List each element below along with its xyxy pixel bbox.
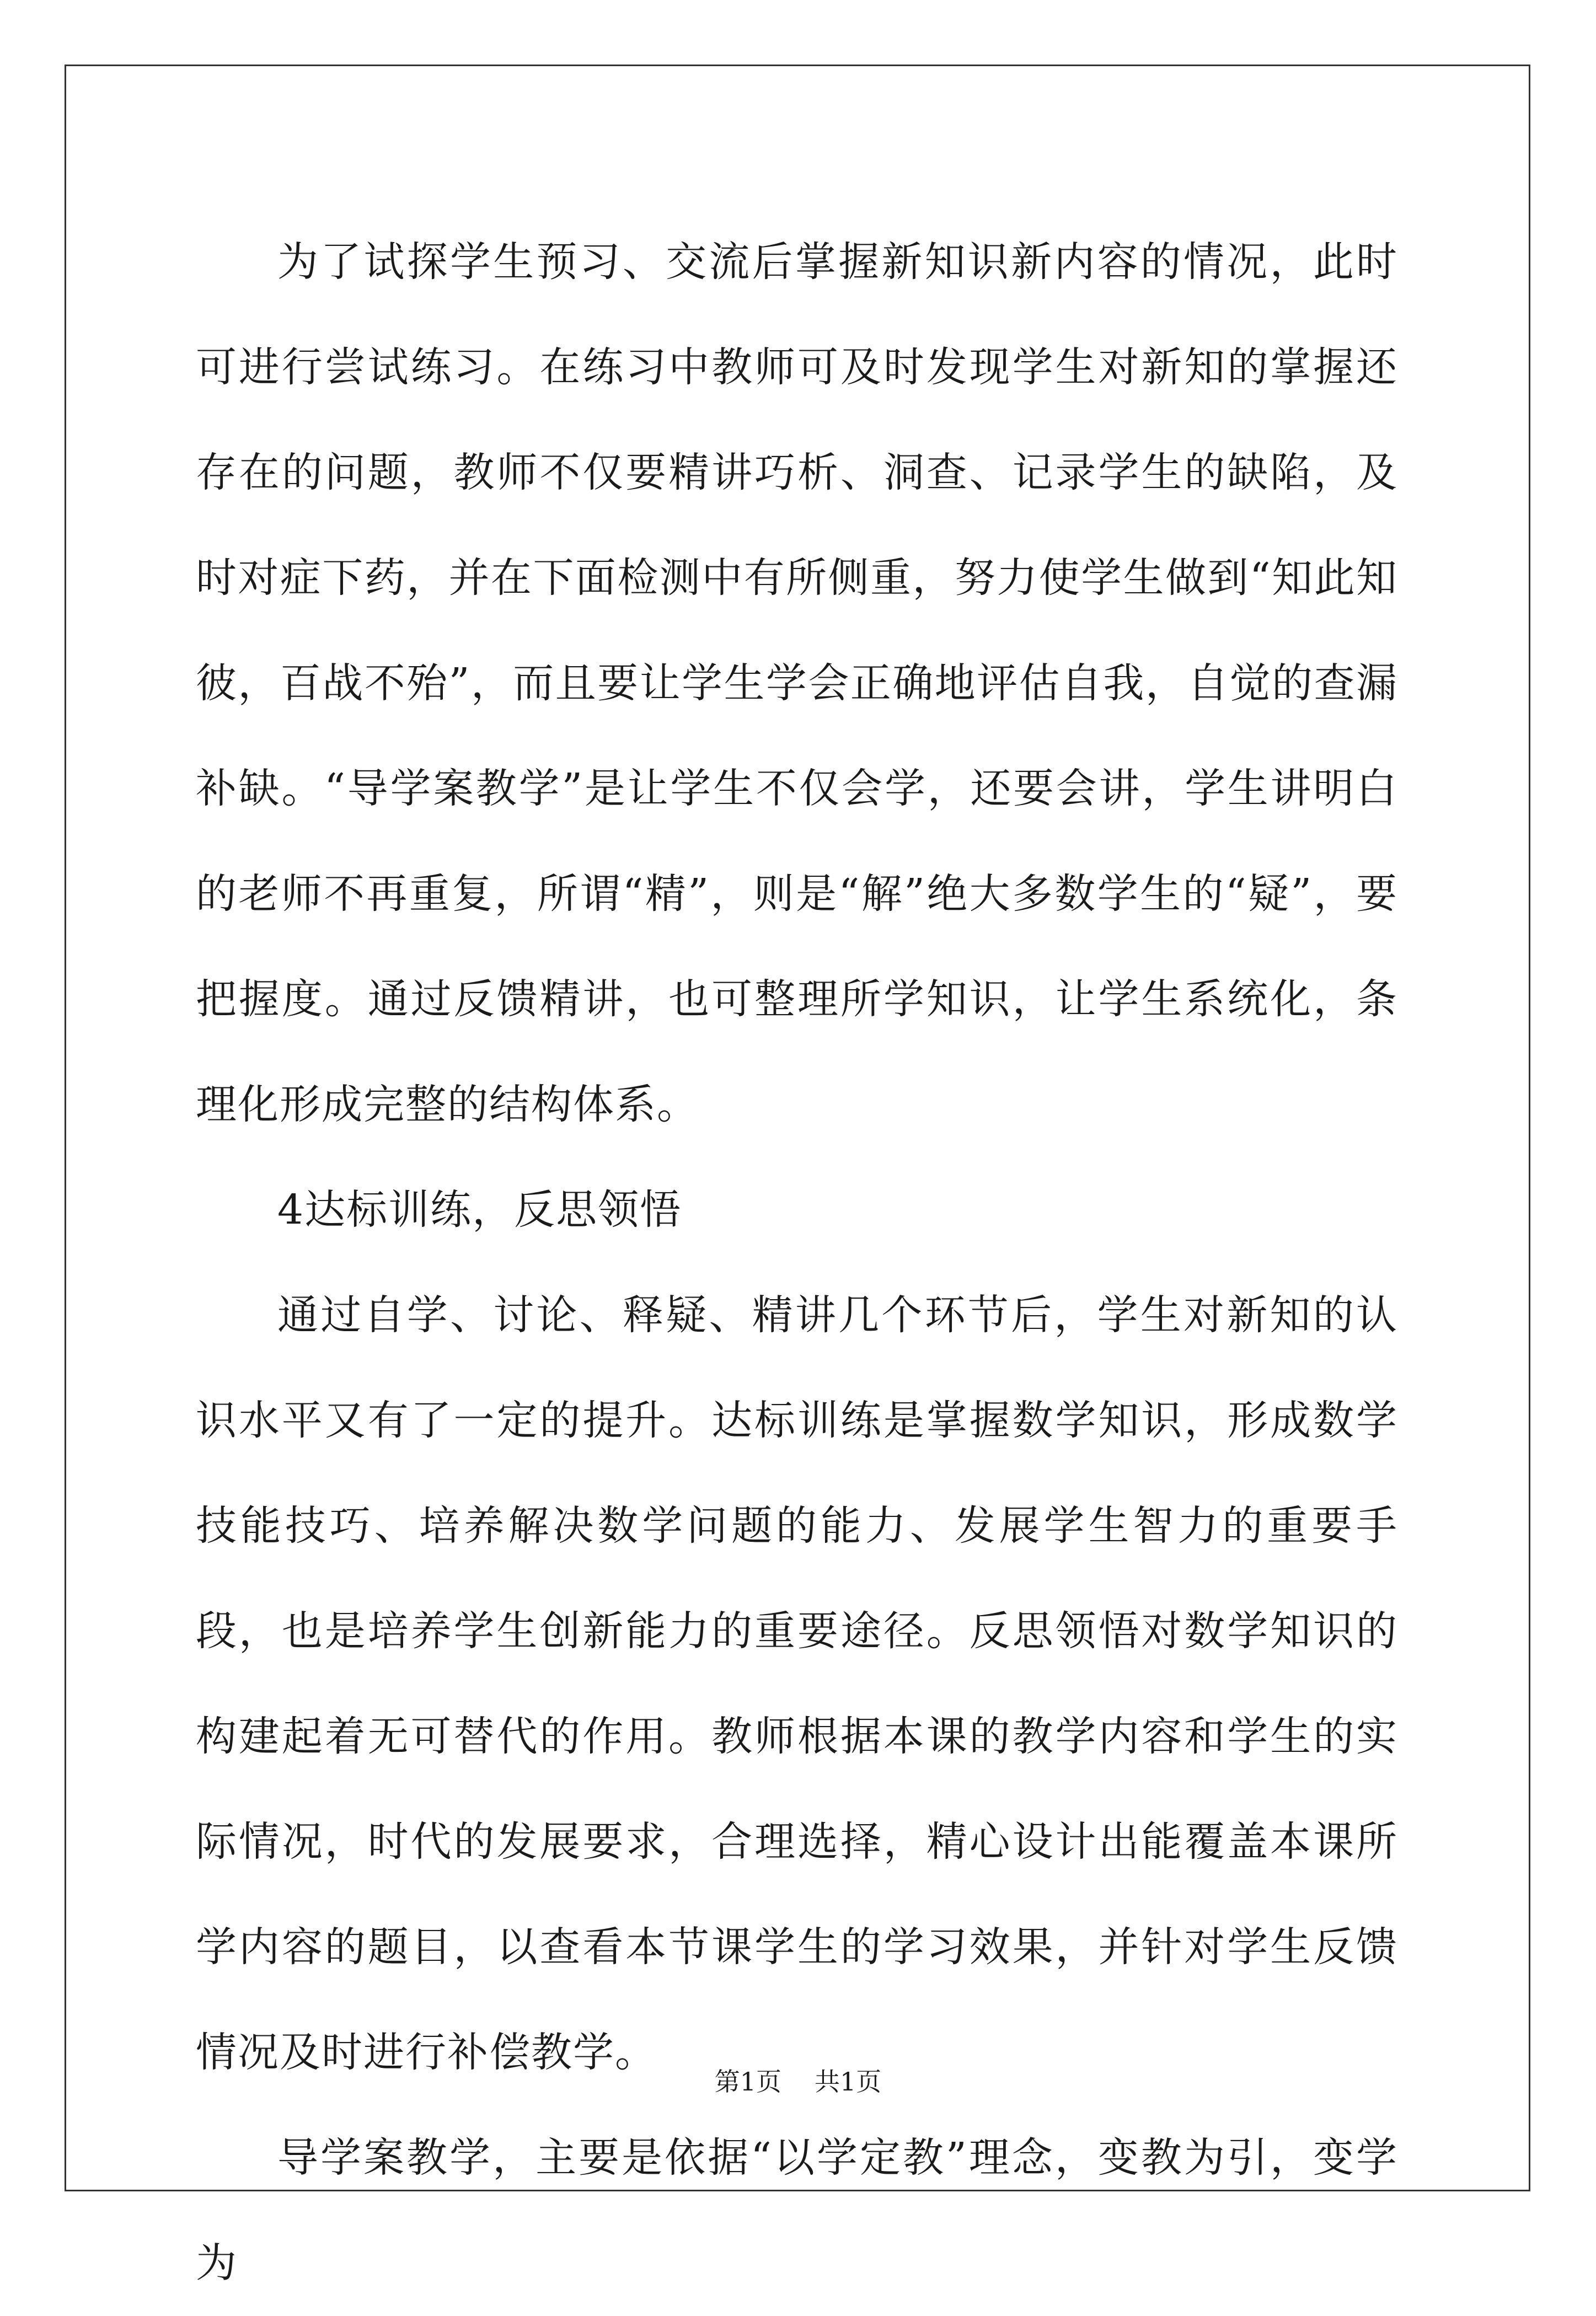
section-heading: 4达标训练，反思领悟 xyxy=(277,1186,682,1234)
page-footer xyxy=(0,2065,1596,2098)
document-body xyxy=(196,210,1398,2316)
page-total: 共1页 xyxy=(815,2067,882,2097)
paragraph-feedback: 为了试探学生预习、交流后掌握新知识新内容的情况，此时可进行尝试练习。在练习中教师可及时发现学生对新知的掌握还存在的问题，教师不仅要精讲巧析、洞查、记录学生的缺陷，及时对症下药，并在下面检测中有所侧重，努力使学生做到“知此知彼，百战不殆”，而且要让学生学会正确地评估自我，自觉的查漏补缺。“导学案教学”是让学生不仅会学，还要会讲，学生讲明白的老师不再重复，所谓“精”，则是“解”绝大多数学生的“疑”，要把握度。通过反馈精讲，也可整理所学知识，让学生系统化，条理化形成完整的结构体系。 xyxy=(196,238,1398,1128)
page-number: 第1页 xyxy=(714,2067,781,2097)
paragraph-training: 通过自学、讨论、释疑、精讲几个环节后，学生对新知的认识水平又有了一定的提升。达标训练是掌握数学知识，形成数学技能技巧、培养解决数学问题的能力、发展学生智力的重要手段，也是培养学生创新能力的重要途径。反思领悟对数学知识的构建起着无可替代的作用。教师根据本课的教学内容和学生的实际情况，时代的发展要求，合理选择，精心设计出能覆盖本课所学内容的题目，以查看本节课学生的学习效果，并针对学生反馈情况及时进行补偿教学。 xyxy=(196,1291,1398,2076)
paragraph-guided-learning: 导学案教学，主要是依据“以学定教”理念，变教为引，变学为 xyxy=(196,2134,1398,2287)
